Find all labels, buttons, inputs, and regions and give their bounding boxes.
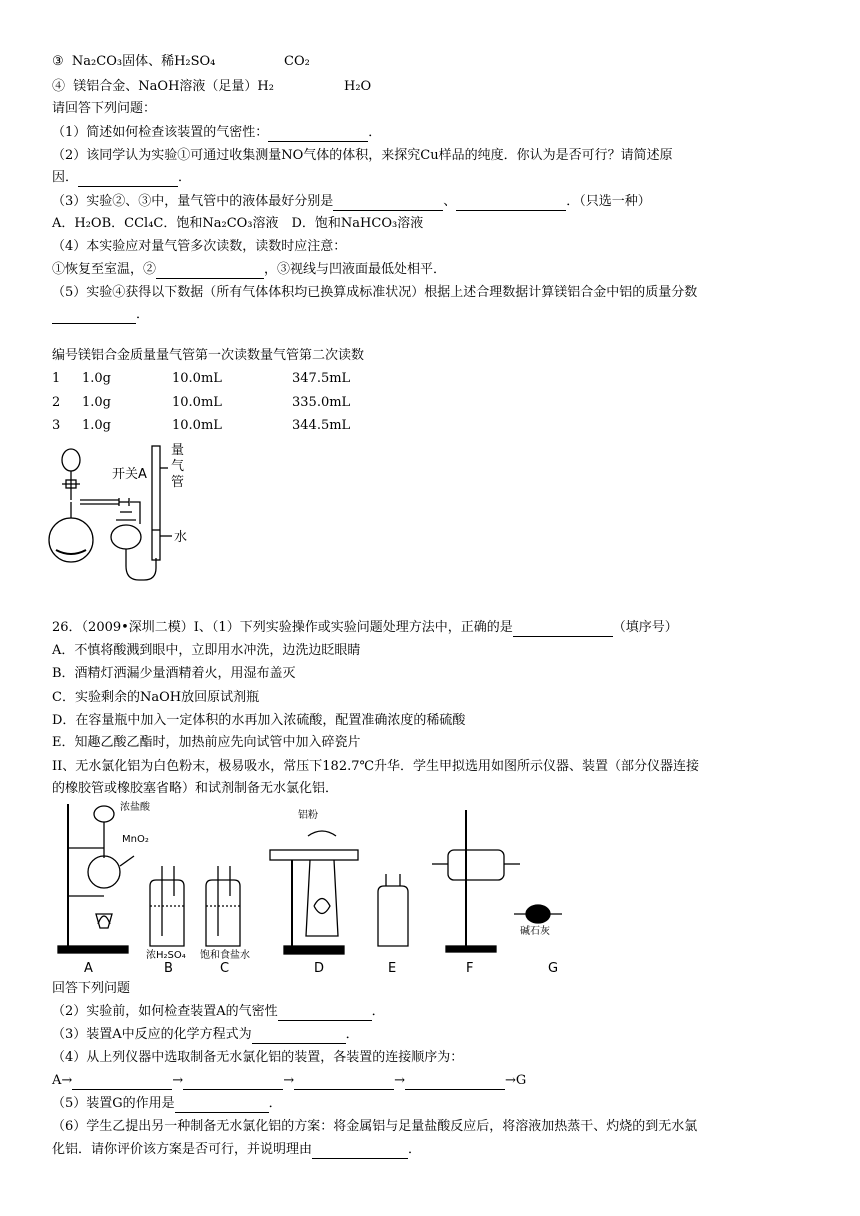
reagent-row-3: ③ Na₂CO₃固体、稀H₂SO₄ CO₂: [52, 54, 310, 69]
table-row: 3 1.0g 10.0mL 344.5mL: [52, 418, 351, 433]
q26-sub5: （5）装置G的作用是 ．: [52, 1096, 282, 1111]
table-header: 编号镁铝合金质量量气管第一次读数量气管第二次读数: [52, 348, 365, 363]
q25-sub4-items: ①恢复至室温，② ，③视线与凹液面最低处相平．: [52, 262, 447, 277]
q25-sub3: （3）实验②、③中，量气管中的液体最好分别是 、 ．（只选一种）: [52, 194, 651, 209]
q26-option-b: B．酒精灯洒漏少量酒精着火，用湿布盖灭: [52, 666, 296, 681]
soda-lime-label: 碱石灰: [520, 926, 550, 937]
table-row: 2 1.0g 10.0mL 335.0mL: [52, 395, 351, 410]
q25-sub2a: （2）该同学认为实验①可通过收集测量NO气体的体积，来探究Cu样品的纯度．你认为是否可行？请简述原: [52, 148, 673, 163]
water-label: 水: [174, 530, 188, 545]
q25-sub3-options: A．H₂OB．CCl₄C．饱和Na₂CO₃溶液 D．饱和NaHCO₃溶液: [52, 216, 424, 231]
q26-title: 26．（2009•深圳二模）I、（1）下列实验操作或实验问题处理方法中，正确的是 （填序号）: [52, 620, 678, 635]
answer-blank[interactable]: [52, 309, 136, 324]
table-row: 1 1.0g 10.0mL 347.5mL: [52, 371, 351, 386]
answer-blank[interactable]: [456, 196, 566, 211]
answer-blank[interactable]: [268, 127, 368, 142]
answer-prompt: 回答下列问题: [52, 981, 131, 996]
prompt: 请回答下列问题：: [52, 101, 157, 116]
q26-option-e: E．知趣乙酸乙酯时，加热前应先向试管中加入碎瓷片: [52, 735, 361, 750]
label-d: D: [314, 961, 325, 976]
q26-part2-line2: 的橡胶管或橡胶塞省略）和试剂制备无水氯化铝．: [52, 781, 339, 796]
q26-sub6a: （6）学生乙提出另一种制备无水氯化铝的方案：将金属铝与足量盐酸反应后，将溶液加热蒸干、灼烧的到无水氯: [52, 1119, 698, 1134]
q26-option-c: C．实验剩余的NaOH放回原试剂瓶: [52, 690, 260, 705]
q26-part2-line1: II、无水氯化铝为白色粉末，极易吸水，常压下182.7℃升华．学生甲拟选用如图所示仪器、装置（部分仪器连接: [52, 759, 700, 774]
switch-a-label: 开关A: [112, 467, 147, 482]
tube-label-3: 管: [171, 475, 185, 490]
q26-option-d: D．在容量瓶中加入一定体积的水再加入浓硫酸，配置准确浓度的稀硫酸: [52, 713, 466, 728]
q25-sub5: （5）实验④获得以下数据（所有气体体积均已换算成标准状况）根据上述合理数据计算镁铝合金中铝的质量分数: [52, 285, 698, 300]
answer-blank[interactable]: [333, 196, 443, 211]
conc-hcl-label: 浓盐酸: [120, 802, 150, 813]
q25-sub2b: 因． ．: [52, 170, 192, 185]
label-g: G: [548, 961, 559, 976]
answer-blank[interactable]: [405, 1075, 505, 1090]
q25-sub4: （4）本实验应对量气管多次读数，读数时应注意：: [52, 239, 347, 254]
answer-blank[interactable]: [312, 1144, 408, 1159]
answer-blank[interactable]: [294, 1075, 394, 1090]
answer-blank[interactable]: [183, 1075, 283, 1090]
reagent-row-4: ④ 镁铝合金、NaOH溶液（足量）H₂ H₂O: [52, 79, 372, 94]
q25-sub1: （1）简述如何检查该装置的气密性： ．: [52, 125, 382, 140]
label-f: F: [466, 961, 474, 976]
q26-sub3: （3）装置A中反应的化学方程式为 ．: [52, 1027, 359, 1042]
aluminum-chloride-apparatus-figure: [52, 796, 592, 976]
aluminum-powder-label: 铝粉: [298, 810, 318, 821]
mno2-label: MnO₂: [122, 834, 149, 845]
label-b: B: [164, 961, 173, 976]
q26-connection-chain: A→ → → → →G: [52, 1073, 527, 1088]
label-e: E: [388, 961, 397, 976]
q26-sub4: （4）从上列仪器中选取制备无水氯化铝的装置，各装置的连接顺序为：: [52, 1050, 464, 1065]
q26-option-a: A．不慎将酸溅到眼中，立即用水冲洗，边洗边眨眼睛: [52, 643, 361, 658]
answer-blank[interactable]: [72, 1075, 172, 1090]
q26-sub2: （2）实验前，如何检查装置A的气密性 ．: [52, 1004, 385, 1019]
label-c: C: [220, 961, 230, 976]
answer-blank[interactable]: [278, 1006, 372, 1021]
answer-blank[interactable]: [513, 622, 613, 637]
tube-label-1: 量: [171, 443, 185, 458]
nacl-label: 饱和食盐水: [200, 950, 250, 961]
label-a: A: [84, 961, 93, 976]
answer-blank[interactable]: [78, 172, 178, 187]
answer-blank[interactable]: [252, 1029, 346, 1044]
q26-sub6b: 化铝．请你评价该方案是否可行，并说明理由 ．: [52, 1142, 422, 1157]
q25-sub5-blank: ．: [52, 306, 149, 324]
tube-label-2: 气: [171, 459, 185, 474]
answer-blank[interactable]: [156, 264, 264, 279]
gas-apparatus-figure: [44, 440, 214, 590]
h2so4-label: 浓H₂SO₄: [146, 950, 186, 961]
answer-blank[interactable]: [175, 1098, 269, 1113]
